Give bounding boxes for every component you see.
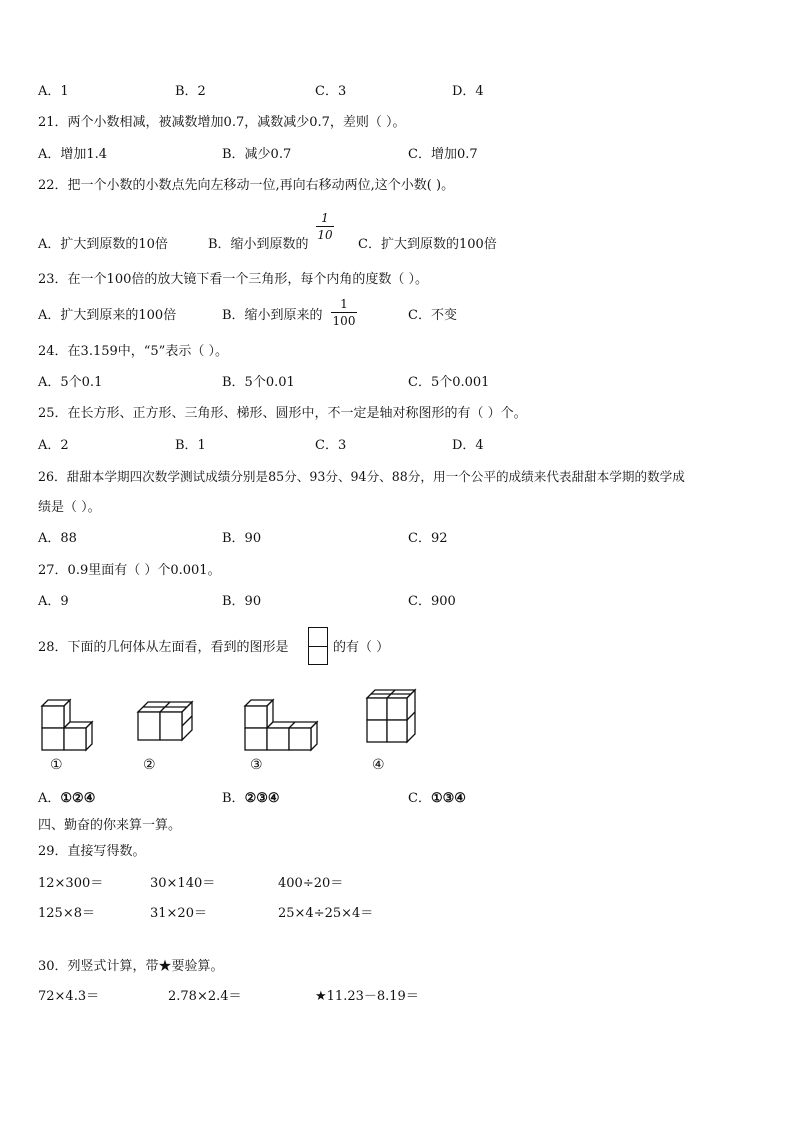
- q28-option-c-answer: ①③④: [430, 791, 466, 806]
- q28-option-a-letter: A．: [38, 791, 61, 806]
- q26-question-line1: 26．甜甜本学期四次数学测试成绩分别是85分、93分、94分、88分，用一个公平的成绩来代表甜甜本学期的数学成: [38, 469, 685, 484]
- q27-option-a: A．9: [38, 594, 69, 609]
- fraction-bar: [331, 312, 357, 313]
- q26-option-b: B．90: [222, 531, 262, 546]
- q28-option-b-answer: ②③④: [244, 791, 280, 806]
- figure-3-label: ③: [250, 757, 263, 773]
- q30-item-2: 2.78×2.4＝: [168, 989, 242, 1004]
- q29-item-6: 25×4÷25×4＝: [278, 906, 374, 921]
- q23-option-a: A．扩大到原来的100倍: [38, 308, 177, 323]
- figure-4-cubes: [365, 688, 417, 746]
- q26-question-line2: 绩是（ ）。: [38, 500, 101, 515]
- q25-option-d: D．4: [452, 438, 484, 453]
- q22-fraction: [316, 211, 334, 242]
- q20-option-b: B．2: [175, 84, 206, 99]
- q28-question-start: 28．下面的几何体从左面看，看到的图形是: [38, 640, 289, 655]
- q28-option-b: [222, 790, 280, 808]
- q23-option-c: C．不变: [408, 308, 457, 323]
- q28-option-c-letter: C．: [408, 791, 431, 806]
- q23-fraction-denominator: 100: [332, 314, 356, 328]
- q24-question: 24．在3.159中，“5”表示（ ）。: [38, 344, 228, 359]
- q27-option-c: C．900: [408, 594, 456, 609]
- q29-item-2: 30×140＝: [150, 876, 216, 891]
- q30-question: 30．列竖式计算，带★要验算。: [38, 959, 224, 974]
- q22-fraction-denominator: 10: [317, 228, 333, 242]
- q22-option-c: C．扩大到原数的100倍: [358, 237, 497, 252]
- side-view-shape-icon: [308, 627, 328, 665]
- q22-fraction-numerator: 1: [321, 211, 329, 225]
- q25-option-b: B．1: [175, 438, 206, 453]
- q23-question: 23．在一个100倍的放大镜下看一个三角形，每个内角的度数（ ）。: [38, 272, 428, 287]
- q20-option-d: D．4: [452, 84, 484, 99]
- q22-question: 22．把一个小数的小数点先向左移动一位,再向右移动两位,这个小数( )。: [38, 178, 455, 193]
- q22-option-a: A．扩大到原数的10倍: [38, 237, 168, 252]
- q28-option-a: [38, 790, 95, 808]
- q27-option-b: B．90: [222, 594, 262, 609]
- q28-option-a-answer: ①②④: [60, 791, 96, 806]
- figure-2-cubes: [136, 700, 196, 744]
- figure-2-label: ②: [143, 757, 156, 773]
- q21-option-a: A．增加1.4: [38, 147, 108, 162]
- q24-option-b: B．5个0.01: [222, 375, 295, 390]
- q28-option-c: [408, 790, 466, 808]
- q23-fraction-numerator: 1: [340, 297, 348, 311]
- q29-item-4: 125×8＝: [38, 906, 95, 921]
- q24-option-c: C．5个0.001: [408, 375, 490, 390]
- q21-question: 21．两个小数相减，被减数增加0.7，减数减少0.7，差则（ ）。: [38, 115, 406, 130]
- q23-option-b: B．缩小到原来的: [222, 308, 323, 323]
- q21-option-c: C．增加0.7: [408, 147, 478, 162]
- q26-option-a: A．88: [38, 531, 77, 546]
- q30-item-1: 72×4.3＝: [38, 989, 100, 1004]
- q30-item-3: ★11.23－8.19＝: [315, 989, 419, 1004]
- q29-item-1: 12×300＝: [38, 876, 104, 891]
- q28-option-b-letter: B．: [222, 791, 245, 806]
- figure-4-label: ④: [372, 757, 385, 773]
- figure-1-cubes: [40, 694, 96, 752]
- figure-3-cubes: [243, 694, 321, 752]
- q25-option-c: C．3: [315, 438, 347, 453]
- q28-question-end: 的有（ ）: [333, 640, 390, 655]
- q20-option-c: C．3: [315, 84, 347, 99]
- q29-question: 29．直接写得数。: [38, 844, 146, 859]
- q25-question: 25．在长方形、正方形、三角形、梯形、圆形中，不一定是轴对称图形的有（ ）个。: [38, 406, 527, 421]
- q26-option-c: C．92: [408, 531, 448, 546]
- q21-option-b: B．减少0.7: [222, 147, 292, 162]
- fraction-bar: [316, 226, 334, 227]
- q22-option-b: B．缩小到原数的: [208, 237, 309, 252]
- q24-option-a: A．5个0.1: [38, 375, 103, 390]
- q20-option-a: A．1: [38, 84, 69, 99]
- q25-option-a: A．2: [38, 438, 69, 453]
- section-4-title: 四、勤奋的你来算一算。: [38, 818, 182, 833]
- q27-question: 27．0.9里面有（ ）个0.001。: [38, 563, 221, 578]
- q29-item-3: 400÷20＝: [278, 876, 344, 891]
- q23-fraction: [331, 297, 357, 328]
- q29-item-5: 31×20＝: [150, 906, 207, 921]
- figure-1-label: ①: [50, 757, 63, 773]
